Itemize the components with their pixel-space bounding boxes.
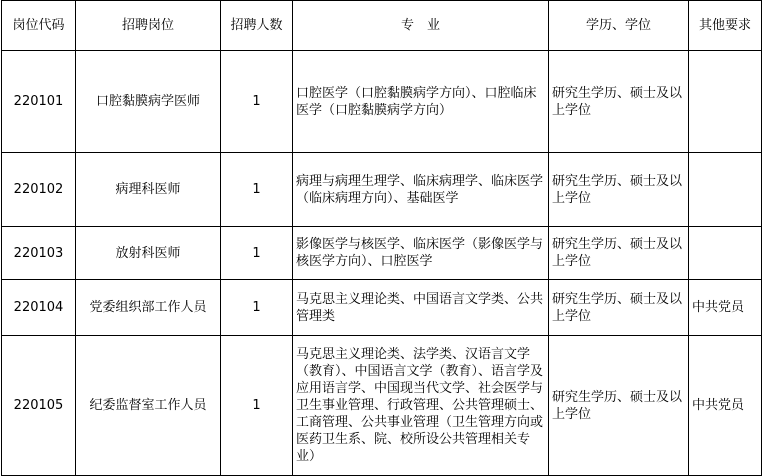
major-requirement: 影像医学与核医学、临床医学（影像医学与核医学方向）、口腔医学 bbox=[293, 227, 549, 280]
degree-requirement: 研究生学历、硕士及以上学位 bbox=[549, 227, 689, 280]
hire-count: 1 bbox=[221, 153, 293, 227]
position-code: 220105 bbox=[2, 336, 76, 476]
table-row bbox=[2, 227, 762, 280]
header-other-requirements: 其他要求 bbox=[689, 1, 762, 51]
recruitment-table bbox=[1, 0, 762, 476]
position-name: 口腔黏膜病学医师 bbox=[76, 51, 221, 153]
table-row bbox=[2, 51, 762, 153]
major-requirement: 马克思主义理论类、法学类、汉语言文学（教育）、中国语言文学（教育）、语言学及应用语言学、中国现当代文学、社会医学与卫生事业管理、行政管理、公共管理硕士、工商管理、公共事业管理（卫生管理方向或医药卫生系、院、校所设公共管理相关专业） bbox=[293, 336, 549, 476]
degree-requirement: 研究生学历、硕士及以上学位 bbox=[549, 153, 689, 227]
degree-requirement: 研究生学历、硕士及以上学位 bbox=[549, 336, 689, 476]
position-code: 220101 bbox=[2, 51, 76, 153]
header-major: 专 业 bbox=[293, 1, 549, 51]
position-code: 220102 bbox=[2, 153, 76, 227]
position-name: 病理科医师 bbox=[76, 153, 221, 227]
degree-requirement: 研究生学历、硕士及以上学位 bbox=[549, 51, 689, 153]
header-hire-count: 招聘人数 bbox=[221, 1, 293, 51]
other-requirement: 中共党员 bbox=[689, 336, 762, 476]
position-code: 220103 bbox=[2, 227, 76, 280]
hire-count: 1 bbox=[221, 280, 293, 336]
major-requirement: 病理与病理生理学、临床病理学、临床医学（临床病理方向）、基础医学 bbox=[293, 153, 549, 227]
position-code: 220104 bbox=[2, 280, 76, 336]
header-position-name: 招聘岗位 bbox=[76, 1, 221, 51]
position-name: 纪委监督室工作人员 bbox=[76, 336, 221, 476]
header-position-code: 岗位代码 bbox=[2, 1, 76, 51]
position-name: 党委组织部工作人员 bbox=[76, 280, 221, 336]
other-requirement: 中共党员 bbox=[689, 280, 762, 336]
table-row bbox=[2, 280, 762, 336]
degree-requirement: 研究生学历、硕士及以上学位 bbox=[549, 280, 689, 336]
header-row bbox=[2, 1, 762, 51]
other-requirement bbox=[689, 153, 762, 227]
major-requirement: 马克思主义理论类、中国语言文学类、公共管理类 bbox=[293, 280, 549, 336]
header-degree: 学历、学位 bbox=[549, 1, 689, 51]
other-requirement bbox=[689, 227, 762, 280]
major-requirement: 口腔医学（口腔黏膜病学方向）、口腔临床医学（口腔黏膜病学方向） bbox=[293, 51, 549, 153]
other-requirement bbox=[689, 51, 762, 153]
table-row bbox=[2, 336, 762, 476]
table-row bbox=[2, 153, 762, 227]
hire-count: 1 bbox=[221, 336, 293, 476]
hire-count: 1 bbox=[221, 51, 293, 153]
position-name: 放射科医师 bbox=[76, 227, 221, 280]
hire-count: 1 bbox=[221, 227, 293, 280]
